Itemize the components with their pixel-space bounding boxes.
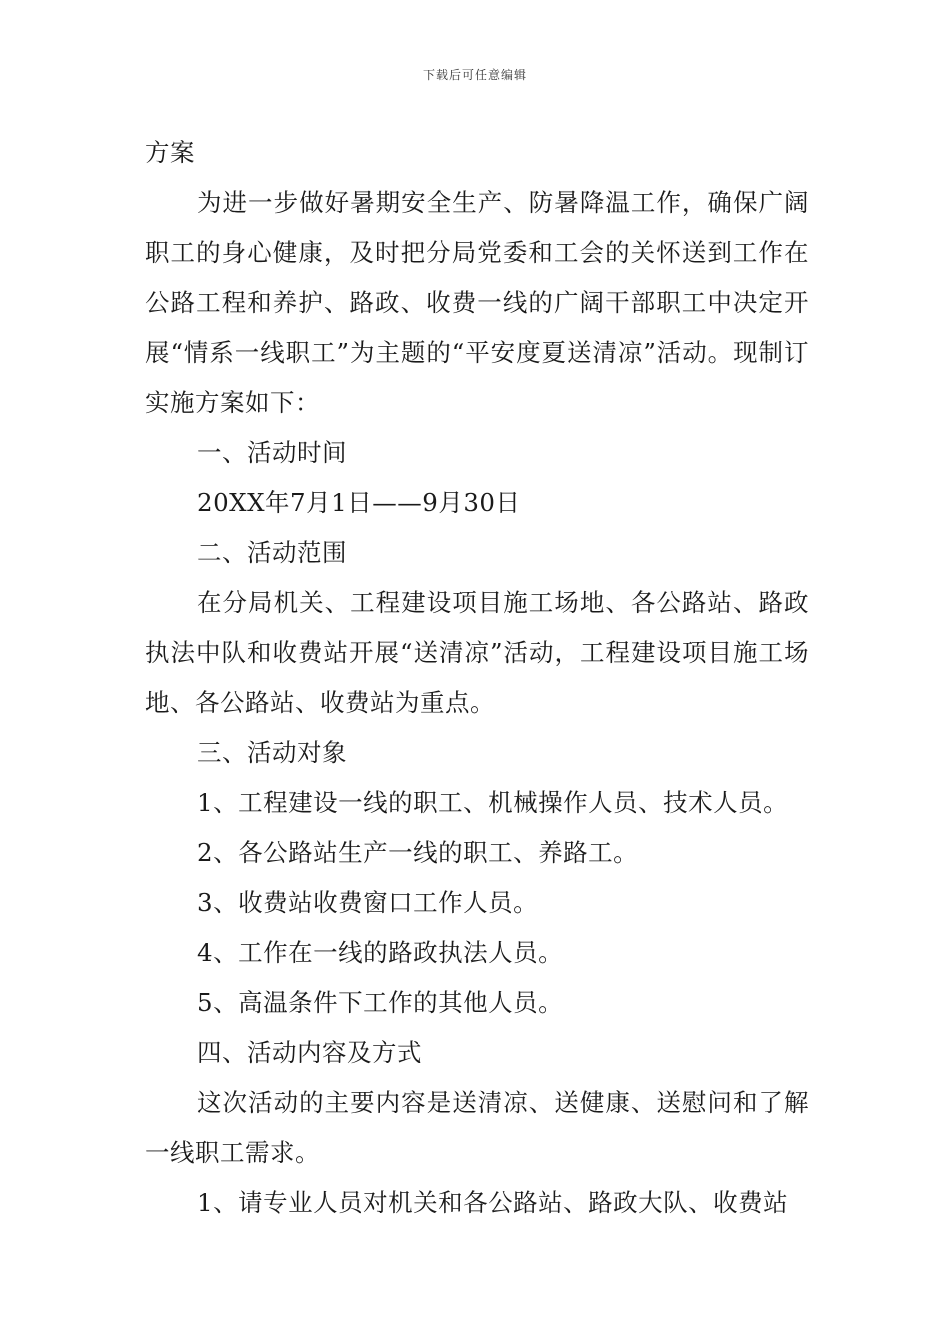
list-item-target-5: 5、高温条件下工作的其他人员。 [197,988,564,1017]
list-item-target-2: 2、各公路站生产一线的职工、养路工。 [197,838,639,867]
document-body [145,128,809,1228]
section-heading-targets: 三、活动对象 [197,738,347,767]
section-heading-scope: 二、活动范围 [197,538,347,567]
paragraph-intro: 为进一步做好暑期安全生产、防暑降温工作，确保广阔职工的身心健康，及时把分局党委和工会的关怀送到工作在公路工程和养护、路政、收费一线的广阔干部职工中决定开展“情系一线职工”为主题的“平安度夏送清凉”活动。现制订实施方案如下： [145,188,809,417]
list-item-target-4: 4、工作在一线的路政执法人员。 [197,938,564,967]
paragraph-content: 这次活动的主要内容是送清凉、送健康、送慰问和了解一线职工需求。 [145,1088,809,1167]
list-item-content-1: 1、请专业人员对机关和各公路站、路政大队、收费站 [197,1188,789,1217]
list-item-target-1: 1、工程建设一线的职工、机械操作人员、技术人员。 [197,788,789,817]
section-heading-time: 一、活动时间 [197,438,347,467]
header-note: 下载后可任意编辑 [422,68,527,82]
list-item-target-3: 3、收费站收费窗口工作人员。 [197,888,539,917]
paragraph-scope: 在分局机关、工程建设项目施工场地、各公路站、路政执法中队和收费站开展“送清凉”活动，工程建设项目施工场地、各公路站、收费站为重点。 [145,588,809,717]
section-heading-content: 四、活动内容及方式 [197,1038,422,1067]
paragraph-time: 20XX年7月1日——9月30日 [197,488,521,517]
paragraph-title: 方案 [145,138,195,167]
